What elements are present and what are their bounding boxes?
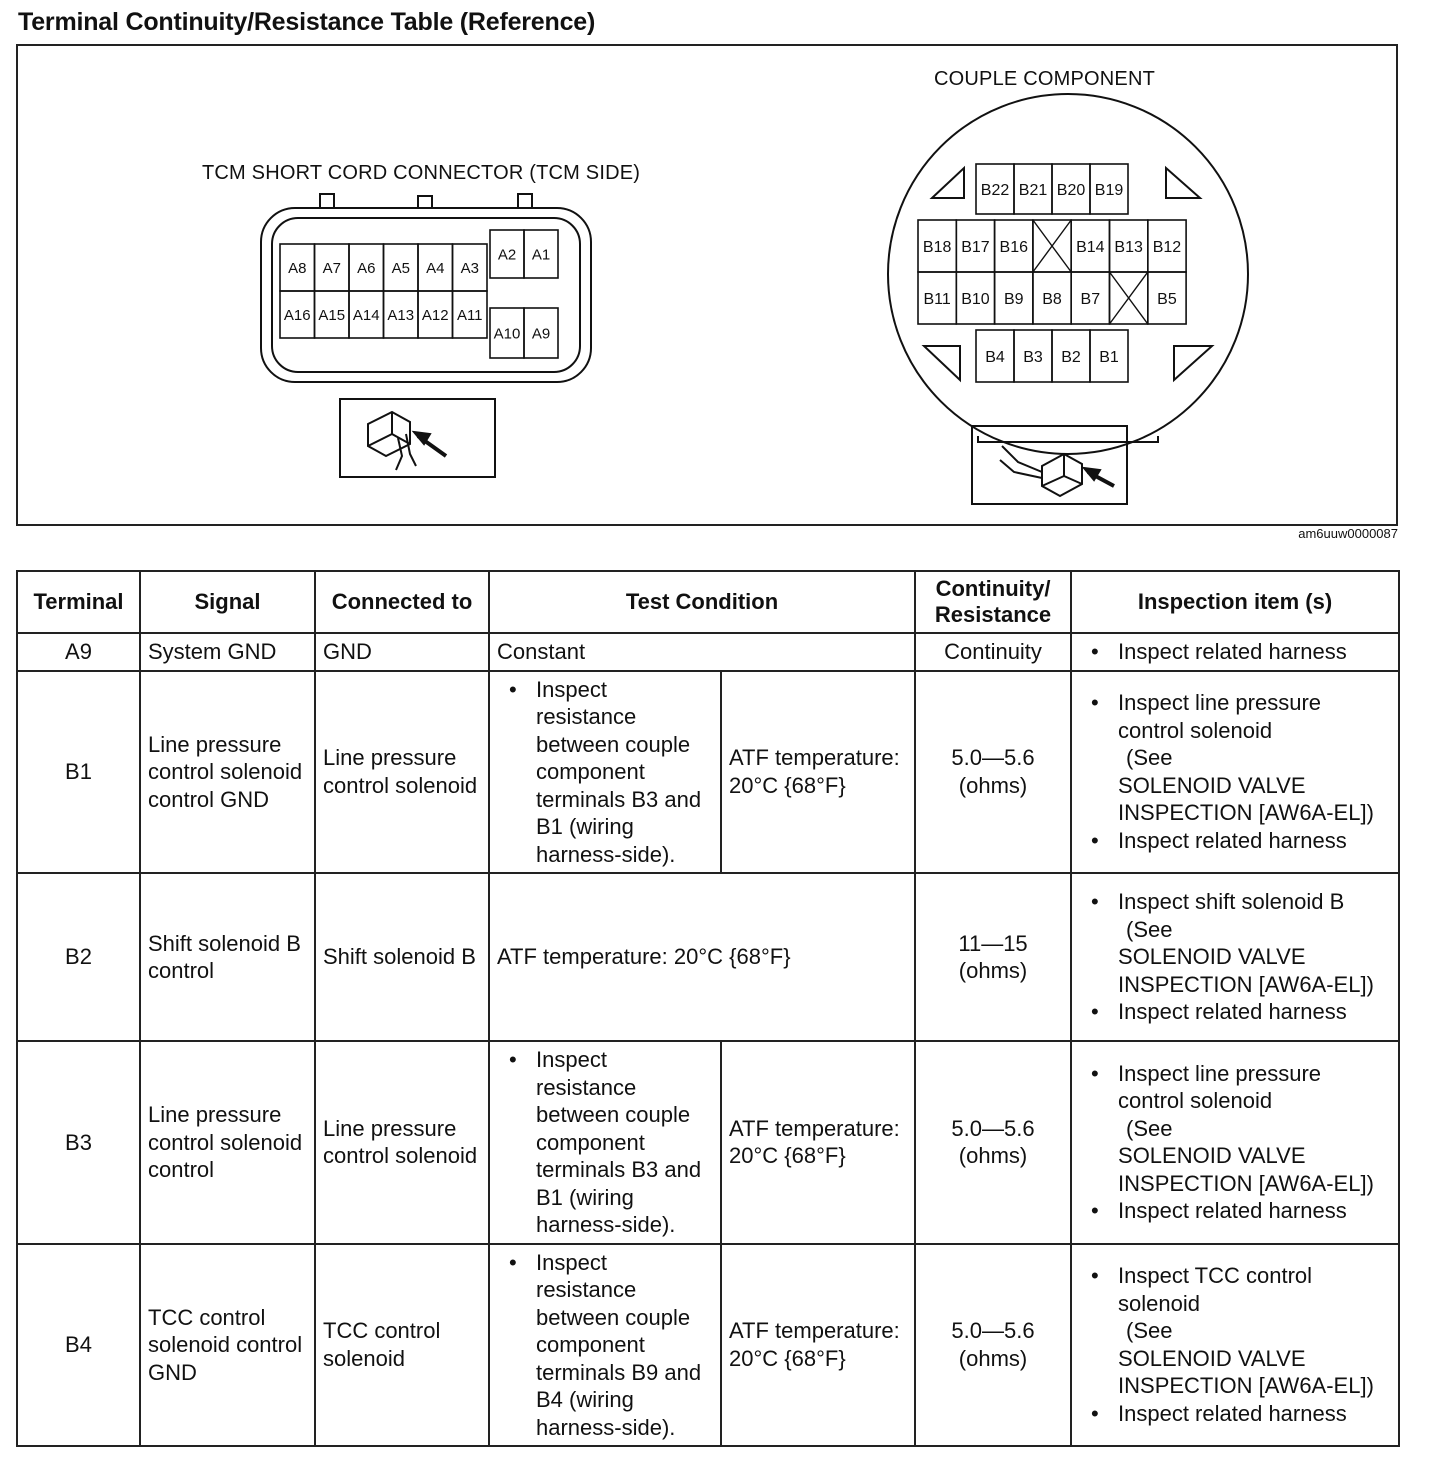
inspection-item [1079, 1262, 1391, 1400]
table-row [17, 873, 1399, 1041]
unused-pin-mark [1033, 220, 1071, 272]
pin-label: A13 [387, 306, 415, 324]
couple-component-label: COUPLE COMPONENT [934, 68, 1156, 90]
pin-label: B9 [1003, 290, 1024, 308]
inspection-item: • Inspect related harness [1079, 998, 1391, 1026]
pin-label: B8 [1042, 290, 1062, 308]
pin-label: B19 [1094, 181, 1124, 199]
pin-label: B4 [985, 348, 1005, 366]
connected-to-cell: Line pressure control solenoid [315, 671, 489, 874]
inspection-item [1079, 1060, 1391, 1198]
pin-label: A3 [460, 259, 479, 277]
pin-label: B18 [922, 238, 952, 256]
header-test-condition: Test Condition [489, 571, 915, 633]
temperature-cell: ATF temperature: 20°C {68°F} [721, 1244, 915, 1447]
inspection-item [1079, 689, 1391, 827]
see-text: (See [1126, 1115, 1173, 1141]
pin-label: A5 [391, 259, 410, 277]
pin-label: B12 [1152, 238, 1182, 256]
continuity-cell: 5.0—5.6 (ohms) [915, 1041, 1071, 1244]
pin-label: A6 [357, 259, 376, 277]
pin-label: A16 [283, 306, 311, 324]
pin-label: A4 [426, 259, 445, 277]
continuity-cell: Continuity [915, 633, 1071, 671]
terminal-cell: B1 [17, 671, 140, 874]
pin-label: B2 [1061, 348, 1081, 366]
connected-to-cell: Shift solenoid B [315, 873, 489, 1041]
test-condition-cell [489, 1041, 721, 1244]
pin-label: B1 [1099, 348, 1119, 366]
connected-to-cell: Line pressure control solenoid [315, 1041, 489, 1244]
condition-item: • Inspect resistance between couple component terminals B3 and B1 (wiring harness-side). [497, 676, 713, 869]
terminal-cell: A9 [17, 633, 140, 671]
see-text: (See [1126, 745, 1173, 771]
inspection-cell [1071, 633, 1399, 671]
pin-label: A10 [493, 325, 521, 343]
terminal-cell: B2 [17, 873, 140, 1041]
table-row [17, 1041, 1399, 1244]
header-terminal: Terminal [17, 571, 140, 633]
connector-drawings [18, 46, 1398, 526]
temperature-cell: ATF temperature: 20°C {68°F} [721, 671, 915, 874]
pin-label: B3 [1023, 348, 1043, 366]
signal-cell: TCC control solenoid control GND [140, 1244, 315, 1447]
inspection-main: Inspect shift solenoid B [1118, 889, 1345, 915]
pin-label: B5 [1157, 290, 1177, 308]
connected-to-cell: TCC control solenoid [315, 1244, 489, 1447]
temperature-cell: ATF temperature: 20°C {68°F} [721, 1041, 915, 1244]
continuity-cell: 5.0—5.6 (ohms) [915, 1244, 1071, 1447]
terminal-cell: B4 [17, 1244, 140, 1447]
pin-label: B17 [961, 238, 990, 256]
tcm-connector-label: TCM SHORT CORD CONNECTOR (TCM SIDE) [202, 162, 641, 184]
table-row [17, 1244, 1399, 1447]
inspection-cell [1071, 1244, 1399, 1447]
test-condition-cell: Constant [489, 633, 915, 671]
signal-cell: Line pressure control solenoid control GND [140, 671, 315, 874]
test-condition-cell: ATF temperature: 20°C {68°F} [489, 873, 915, 1041]
table-header-row [17, 571, 1399, 633]
inspection-item: • Inspect related harness [1079, 1400, 1391, 1428]
reference-link[interactable]: SOLENOID VALVE INSPECTION [AW6A-EL]) [1118, 1143, 1374, 1196]
pin-label: B13 [1114, 238, 1143, 256]
pin-label: B20 [1056, 181, 1086, 199]
page-title: Terminal Continuity/Resistance Table (Reference) [18, 8, 596, 36]
pin-label: B11 [923, 290, 951, 308]
inspection-main: Inspect line pressure control solenoid [1118, 690, 1322, 743]
terminal-cell: B3 [17, 1041, 140, 1244]
signal-cell: System GND [140, 633, 315, 671]
condition-item: • Inspect resistance between couple component terminals B9 and B4 (wiring harness-side). [497, 1249, 713, 1442]
pin-label: A9 [531, 325, 551, 343]
signal-cell: Line pressure control solenoid control [140, 1041, 315, 1244]
reference-link[interactable]: SOLENOID VALVE INSPECTION [AW6A-EL]) [1118, 1345, 1374, 1399]
test-condition-cell [489, 1244, 721, 1447]
figure-code: am6uuw0000087 [1298, 526, 1398, 541]
pin-label: A8 [288, 259, 307, 277]
inspection-cell [1071, 1041, 1399, 1244]
see-text: (See [1126, 916, 1173, 942]
couple-pin-grid [918, 164, 1186, 382]
header-continuity: Continuity/ Resistance [915, 571, 1071, 633]
test-condition-cell [489, 671, 721, 874]
pin-label: B16 [999, 238, 1028, 256]
inspection-item: • Inspect related harness [1079, 638, 1391, 666]
see-text: (See [1126, 1318, 1173, 1344]
continuity-cell: 11—15 (ohms) [915, 873, 1071, 1041]
pin-label: A11 [456, 306, 483, 324]
inspection-item: • Inspect related harness [1079, 1197, 1391, 1225]
inspection-main: Inspect TCC control solenoid [1118, 1263, 1313, 1316]
inspection-cell [1071, 873, 1399, 1041]
pin-label: B21 [1018, 181, 1048, 199]
signal-cell: Shift solenoid B control [140, 873, 315, 1041]
condition-item: • Inspect resistance between couple component terminals B3 and B1 (wiring harness-side). [497, 1046, 713, 1239]
continuity-cell: 5.0—5.6 (ohms) [915, 671, 1071, 874]
continuity-table [16, 570, 1400, 1447]
pin-label: A2 [497, 246, 517, 264]
pin-label: A7 [322, 259, 341, 277]
reference-link[interactable]: SOLENOID VALVE INSPECTION [AW6A-EL]) [1118, 944, 1374, 997]
pin-label: B14 [1076, 238, 1105, 256]
table-row [17, 633, 1399, 671]
pin-label: A12 [421, 306, 449, 324]
pin-label: A14 [352, 306, 380, 324]
header-signal: Signal [140, 571, 315, 633]
header-inspection: Inspection item (s) [1071, 571, 1399, 633]
inspection-item: • Inspect related harness [1079, 827, 1391, 855]
inspection-cell [1071, 671, 1399, 874]
pin-label: B7 [1080, 290, 1101, 308]
connected-to-cell: GND [315, 633, 489, 671]
inspection-item [1079, 888, 1391, 998]
table-row [17, 671, 1399, 874]
inspection-main: Inspect line pressure control solenoid [1118, 1060, 1322, 1114]
pin-label: A15 [318, 306, 346, 324]
header-connected-to: Connected to [315, 571, 489, 633]
tcm-pin-grid [280, 230, 558, 358]
connector-diagram [16, 44, 1398, 526]
pin-label: B22 [980, 181, 1010, 199]
pin-label: A1 [531, 246, 551, 264]
unused-pin-mark [1110, 272, 1148, 324]
pin-label: B10 [961, 290, 990, 308]
reference-link[interactable]: SOLENOID VALVE INSPECTION [AW6A-EL]) [1118, 772, 1374, 826]
